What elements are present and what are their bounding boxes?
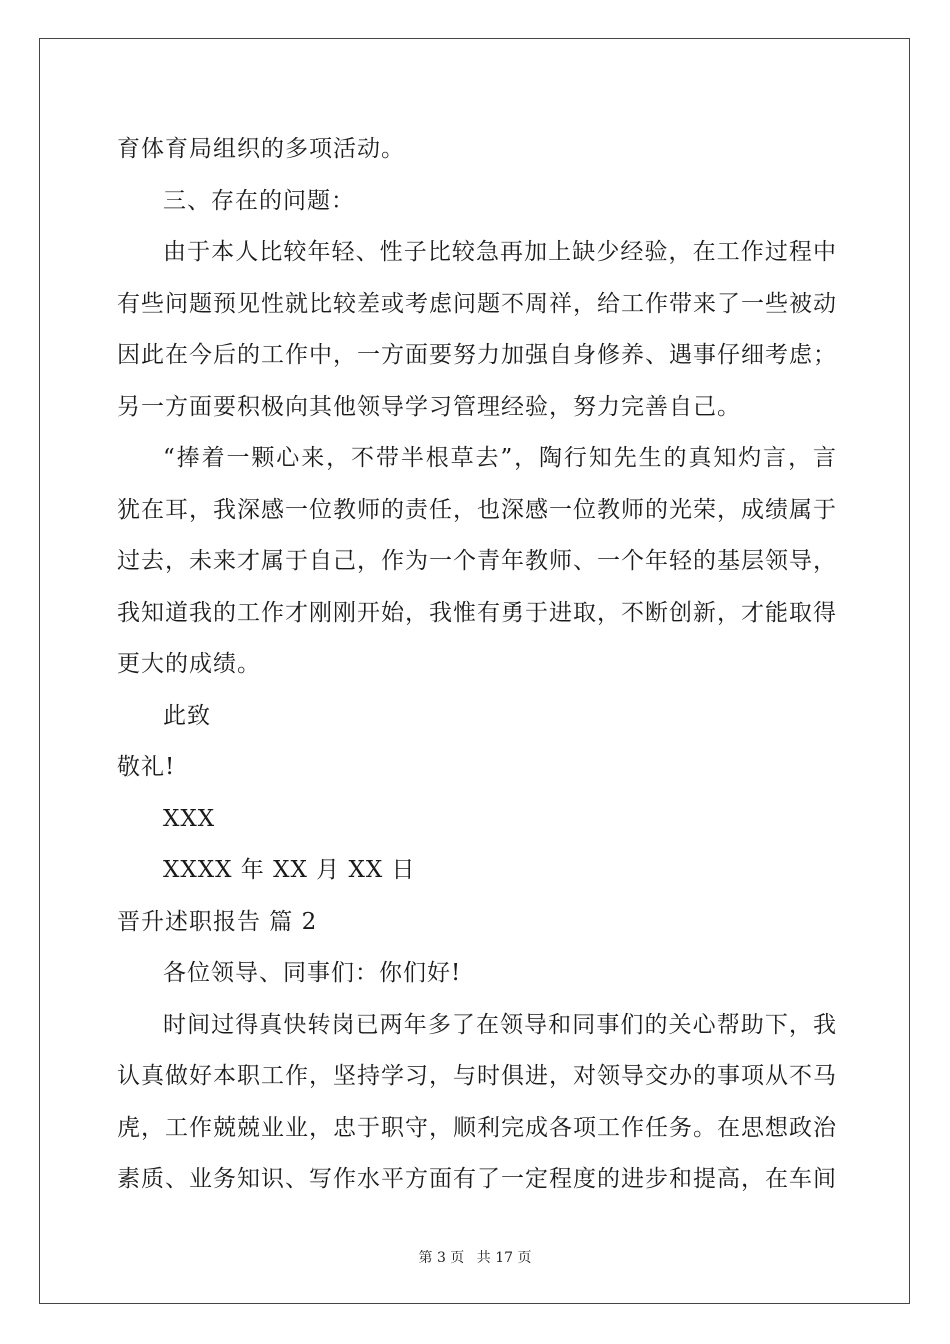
article-title: 晋升述职报告 篇 2 (117, 908, 318, 935)
text-line: 由于本人比较年轻、性子比较急再加上缺少经验，在工作过程中 (163, 239, 837, 265)
text-line: 时间过得真快转岗已两年多了在领导和同事们的关心帮助下，我 (163, 1011, 837, 1038)
text-line: 更大的成绩。 (117, 651, 261, 677)
text-line: “捧着一颗心来，不带半根草去”，陶行知先生的真知灼言，言 (163, 445, 837, 471)
text-line: 认真做好本职工作，坚持学习，与时俱进，对领导交办的事项从不马 (117, 1063, 837, 1089)
text-line: 素质、业务知识、写作水平方面有了一定程度的进步和提高，在车间 (117, 1166, 837, 1192)
document-body (117, 124, 837, 1206)
closing-salutation: 此致 (163, 702, 211, 729)
closing-regards: 敬礼! (117, 754, 176, 780)
text-line: 虎，工作兢兢业业，忠于职守，顺利完成各项工作任务。在思想政治 (117, 1114, 837, 1141)
page-total: 共 17 页 (476, 1250, 532, 1266)
signature-name: XXX (163, 805, 216, 832)
page-footer (0, 1247, 950, 1267)
page-number: 第 3 页 (418, 1250, 465, 1266)
text-line: 因此在今后的工作中，一方面要努力加强自身修养、遇事仔细考虑； (117, 342, 837, 368)
text-line: 我知道我的工作才刚刚开始，我惟有勇于进取，不断创新，才能取得 (117, 599, 837, 626)
text-line: 育体育局组织的多项活动。 (117, 136, 405, 162)
section-heading: 三、存在的问题： (163, 187, 355, 214)
signature-date: XXXX 年 XX 月 XX 日 (163, 857, 416, 883)
text-line: 犹在耳，我深感一位教师的责任，也深感一位教师的光荣，成绩属于 (117, 496, 837, 523)
greeting: 各位领导、同事们：你们好! (163, 960, 462, 986)
text-line: 有些问题预见性就比较差或考虑问题不周祥，给工作带来了一些被动 (117, 290, 837, 317)
text-line: 另一方面要积极向其他领导学习管理经验，努力完善自己。 (117, 393, 741, 420)
text-line: 过去，未来才属于自己，作为一个青年教师、一个年轻的基层领导， (117, 548, 837, 574)
